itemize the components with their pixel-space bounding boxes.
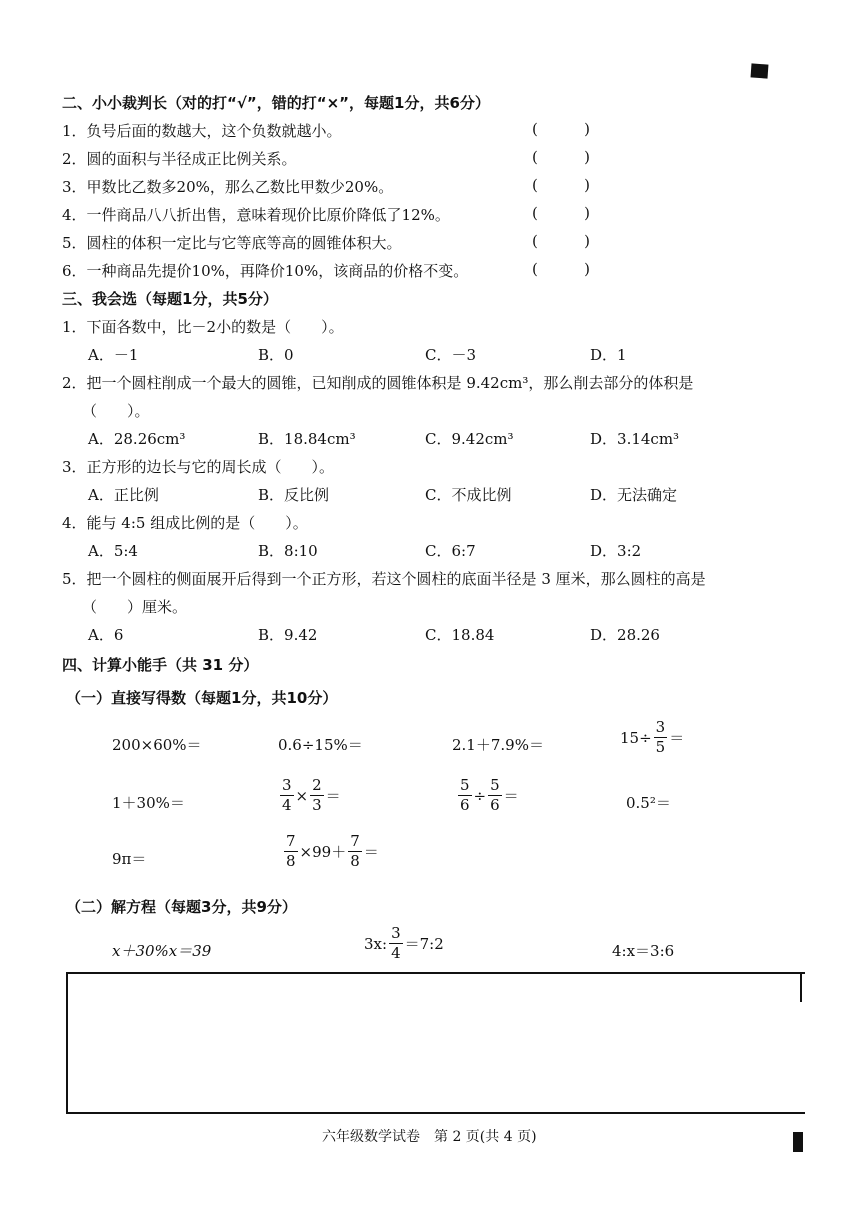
judge-item-5: 5．圆柱的体积一定比与它等底等高的圆锥体积大。 [62, 234, 402, 252]
answer-paren-6[interactable]: ( ) [532, 260, 590, 278]
choice-q4-option-d[interactable]: D．3:2 [590, 542, 642, 560]
choice-q2-option-d[interactable]: D．3.14cm³ [590, 430, 680, 448]
answer-box-right-edge [800, 972, 802, 1002]
calc-3: 2.1＋7.9%＝ [452, 736, 544, 754]
calc-8: 0.5²＝ [626, 794, 671, 812]
answer-box[interactable] [66, 972, 805, 1114]
choice-q3-option-b[interactable]: B．反比例 [258, 486, 330, 504]
calc-4: 15÷ $\frac{3}{5}$ ＝ [620, 718, 685, 756]
choice-q2-stem: 2．把一个圆柱削成一个最大的圆锥，已知削成的圆锥体积是 9.42cm³，那么削去部分的体积是 [62, 374, 694, 392]
choice-q2-option-c[interactable]: C．9.42cm³ [425, 430, 514, 448]
answer-paren-1[interactable]: ( ) [532, 120, 590, 138]
choice-q1-option-b[interactable]: B．0 [258, 346, 294, 364]
choice-q5-option-b[interactable]: B．9.42 [258, 626, 318, 644]
choice-q5-option-d[interactable]: D．28.26 [590, 626, 660, 644]
page-footer: 六年级数学试卷 第 2 页(共 4 页) [322, 1129, 537, 1145]
section-2-title: 二、小小裁判长（对的打“√”，错的打“×”，每题1分，共6分） [62, 94, 490, 112]
choice-q4-option-c[interactable]: C．6:7 [425, 542, 476, 560]
calc-10: $\frac{7}{8}$ ×99＋ $\frac{7}{8}$ ＝ [286, 832, 379, 870]
choice-q1-option-a[interactable]: A．－1 [88, 346, 139, 364]
judge-item-4: 4．一件商品八八折出售，意味着现价比原价降低了12%。 [62, 206, 450, 224]
choice-q4-stem: 4．能与 4:5 组成比例的是（ ）。 [62, 514, 308, 532]
choice-q2-stem-cont: （ ）。 [82, 402, 150, 420]
judge-item-3: 3．甲数比乙数多20%，那么乙数比甲数少20%。 [62, 178, 394, 196]
calc-7: $\frac{5}{6}$ ÷ $\frac{5}{6}$ ＝ [460, 776, 519, 814]
choice-q3-option-d[interactable]: D．无法确定 [590, 486, 678, 504]
choice-q1-option-c[interactable]: C．－3 [425, 346, 477, 364]
choice-q3-option-c[interactable]: C．不成比例 [425, 486, 512, 504]
judge-item-2: 2．圆的面积与半径成正比例关系。 [62, 150, 297, 168]
choice-q4-option-b[interactable]: B．8:10 [258, 542, 318, 560]
answer-paren-4[interactable]: ( ) [532, 204, 590, 222]
answer-paren-2[interactable]: ( ) [532, 148, 590, 166]
calc-5: 1＋30%＝ [112, 794, 185, 812]
scan-mark-top [751, 63, 769, 78]
choice-q3-stem: 3．正方形的边长与它的周长成（ ）。 [62, 458, 335, 476]
choice-q5-stem-cont: （ ）厘米。 [82, 598, 188, 616]
choice-q5-option-c[interactable]: C．18.84 [425, 626, 495, 644]
scan-mark-bottom [793, 1132, 803, 1152]
section-3-title: 三、我会选（每题1分，共5分） [62, 290, 278, 308]
choice-q2-option-b[interactable]: B．18.84cm³ [258, 430, 356, 448]
choice-q3-option-a[interactable]: A．正比例 [88, 486, 159, 504]
choice-q5-stem: 5．把一个圆柱的侧面展开后得到一个正方形，若这个圆柱的底面半径是 3 厘米，那么圆柱的高是 [62, 570, 706, 588]
calc-6: $\frac{3}{4}$ × $\frac{2}{3}$ ＝ [282, 776, 341, 814]
part-1-title: （一）直接写得数（每题1分，共10分） [66, 689, 338, 707]
choice-q5-option-a[interactable]: A．6 [88, 626, 124, 644]
judge-item-1: 1．负号后面的数越大，这个负数就越小。 [62, 122, 342, 140]
choice-q2-option-a[interactable]: A．28.26cm³ [88, 430, 186, 448]
section-4-title: 四、计算小能手（共 31 分） [62, 656, 259, 674]
equation-1: x＋30%x＝39 [112, 942, 212, 960]
choice-q1-stem: 1．下面各数中，比－2小的数是（ ）。 [62, 318, 344, 336]
choice-q4-option-a[interactable]: A．5:4 [88, 542, 138, 560]
choice-q1-option-d[interactable]: D．1 [590, 346, 627, 364]
answer-paren-3[interactable]: ( ) [532, 176, 590, 194]
calc-9: 9π＝ [112, 850, 147, 868]
part-2-title: （二）解方程（每题3分，共9分） [66, 898, 297, 916]
calc-1: 200×60%＝ [112, 736, 202, 754]
calc-2: 0.6÷15%＝ [278, 736, 363, 754]
equation-2: 3x: $\frac{3}{4}$ ＝7:2 [364, 924, 444, 962]
judge-item-6: 6．一种商品先提价10%，再降价10%，该商品的价格不变。 [62, 262, 469, 280]
equation-3: 4:x＝3:6 [612, 942, 675, 960]
answer-paren-5[interactable]: ( ) [532, 232, 590, 250]
